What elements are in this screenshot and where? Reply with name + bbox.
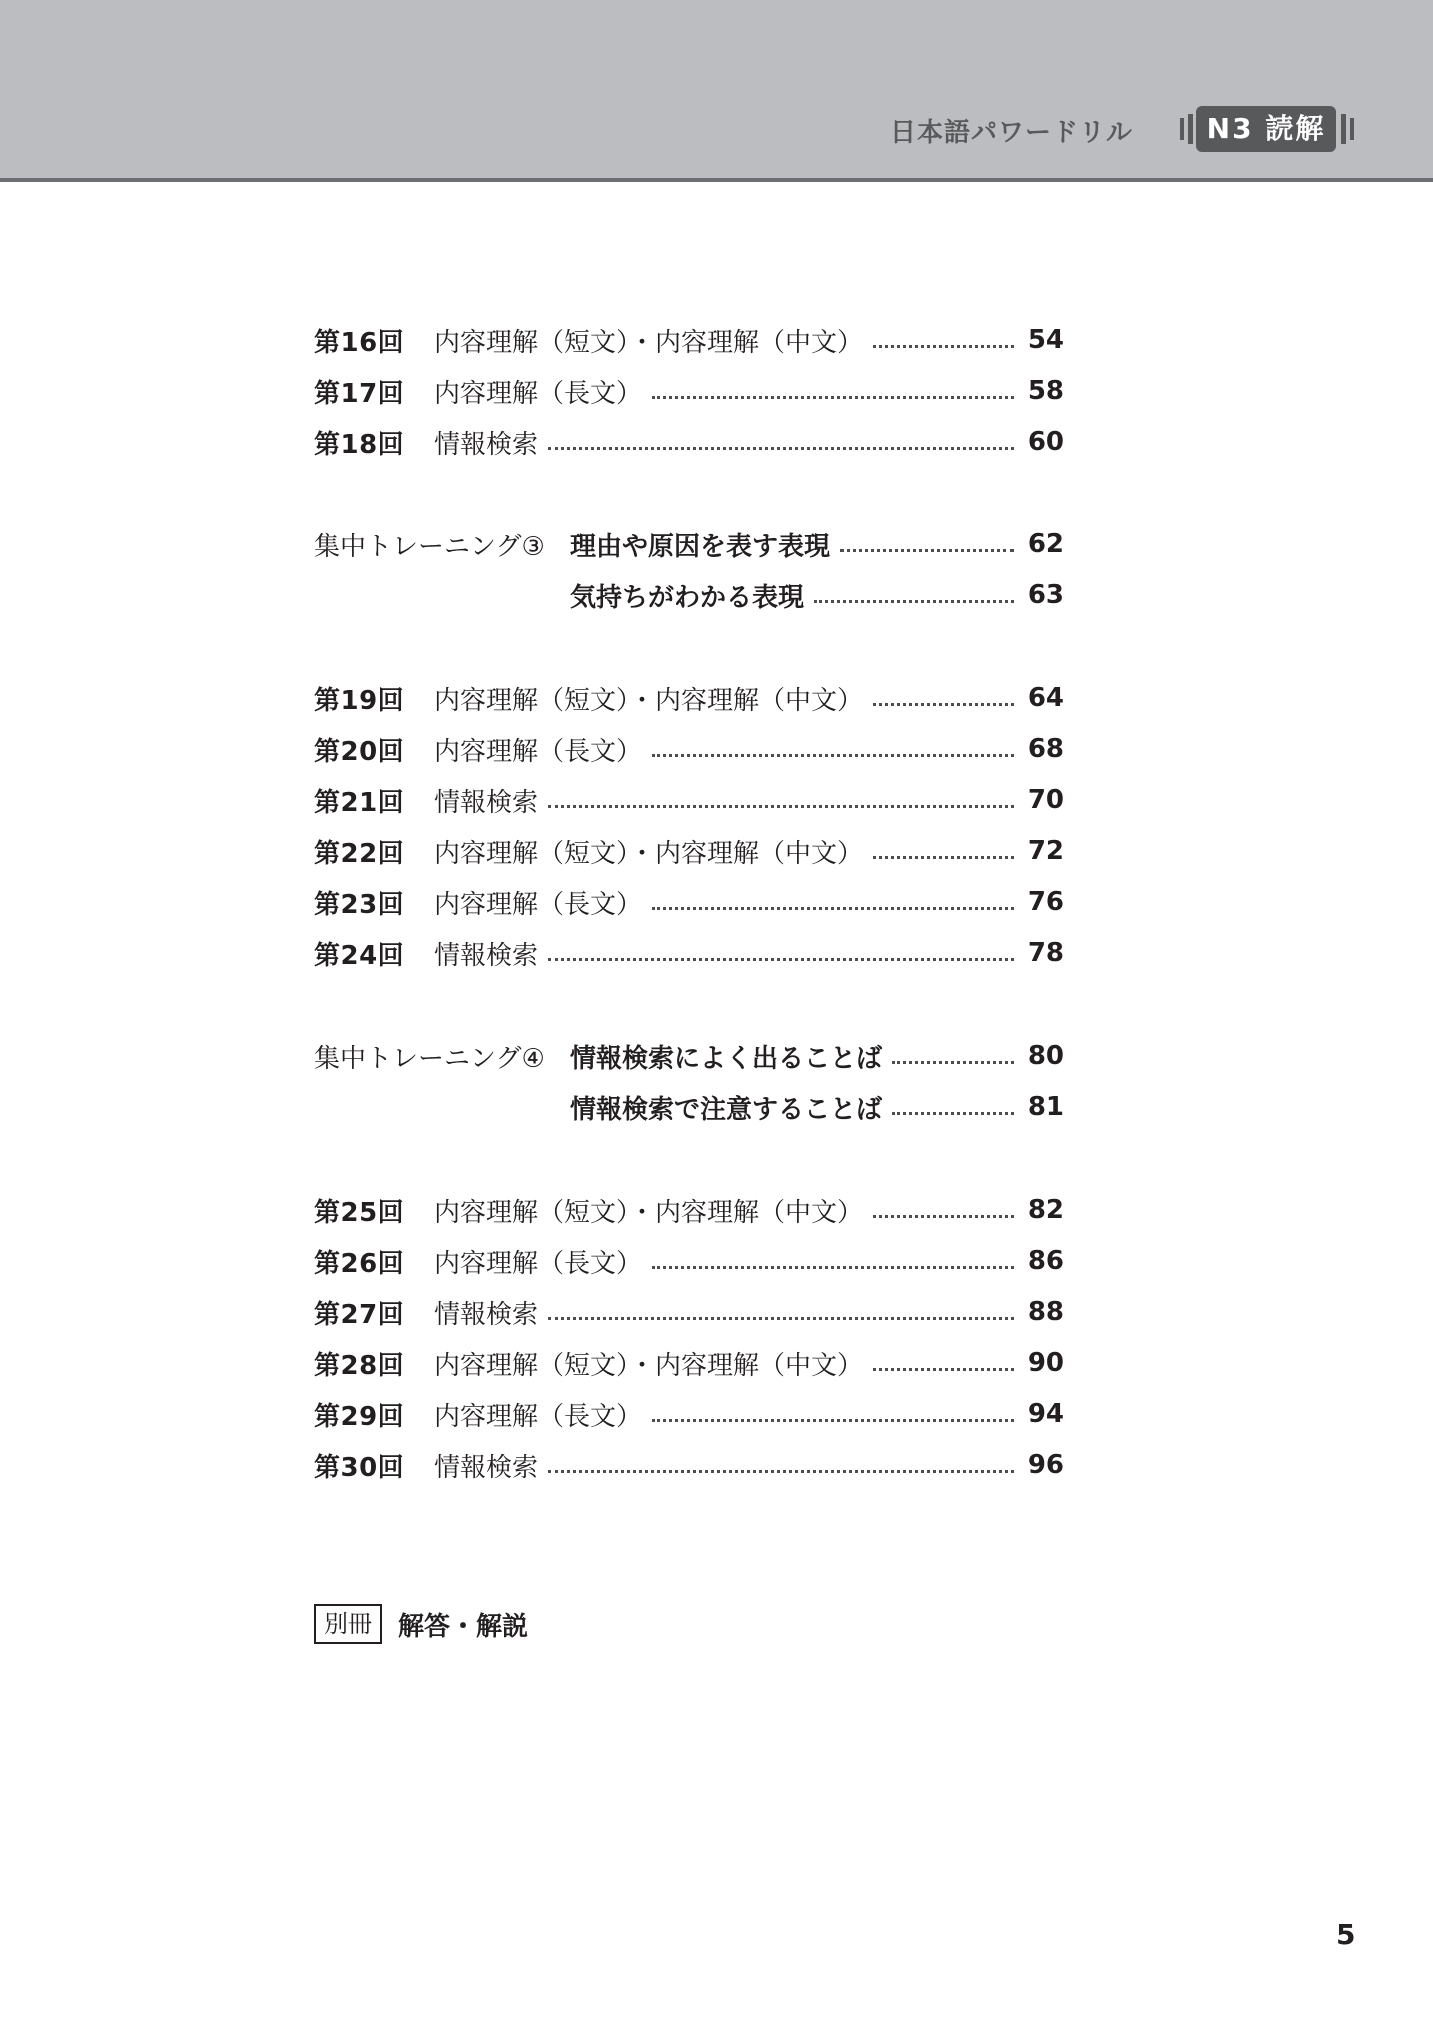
toc-entry[interactable]	[314, 723, 1064, 775]
level-badge: N3 読解	[1196, 106, 1336, 152]
toc-entry[interactable]	[314, 314, 1064, 366]
page-ref: 68	[1027, 734, 1064, 764]
page-ref: 78	[1027, 938, 1064, 968]
page-ref: 94	[1027, 1399, 1064, 1429]
divider-bars-left	[1180, 114, 1193, 144]
entry-title: 理由や原因を表す表現	[570, 531, 831, 562]
dot-leader	[652, 907, 1014, 910]
dot-leader	[814, 600, 1014, 603]
lesson-number: 第27回	[314, 1299, 405, 1330]
lesson-number: 第29回	[314, 1401, 405, 1432]
dot-leader	[548, 805, 1014, 808]
entry-title: 情報検索によく出ることば	[570, 1043, 883, 1074]
entry-title: 内容理解（長文）	[434, 378, 643, 409]
entry-title: 内容理解（長文）	[434, 1248, 643, 1279]
lesson-number: 第20回	[314, 736, 405, 767]
entry-title: 内容理解（長文）	[434, 1401, 643, 1432]
lesson-number: 第24回	[314, 940, 405, 971]
dot-leader	[873, 703, 1014, 706]
page-ref: 54	[1027, 325, 1064, 355]
dot-leader	[892, 1112, 1014, 1115]
toc-entry[interactable]	[314, 365, 1064, 417]
entry-title: 情報検索	[434, 1299, 539, 1330]
entry-title: 内容理解（短文）・内容理解（中文）	[434, 1350, 864, 1381]
dot-leader	[873, 345, 1014, 348]
toc-entry[interactable]	[314, 518, 1064, 570]
toc-entry[interactable]	[314, 1388, 1064, 1440]
divider-bars-right	[1341, 114, 1354, 144]
toc-entry[interactable]	[314, 569, 1064, 621]
page-ref: 90	[1027, 1348, 1064, 1378]
entry-title: 内容理解（短文）・内容理解（中文）	[434, 1197, 864, 1228]
bessatsu-entry[interactable]	[314, 1604, 528, 1644]
lesson-number: 第25回	[314, 1197, 405, 1228]
page-ref: 76	[1027, 887, 1064, 917]
dot-leader	[652, 396, 1014, 399]
dot-leader	[873, 856, 1014, 859]
entry-title: 内容理解（長文）	[434, 736, 643, 767]
toc-entry[interactable]	[314, 927, 1064, 979]
toc-entry[interactable]	[314, 1286, 1064, 1338]
dot-leader	[873, 1368, 1014, 1371]
dot-leader	[652, 754, 1014, 757]
toc-entry[interactable]	[314, 1337, 1064, 1389]
entry-title: 内容理解（長文）	[434, 889, 643, 920]
entry-title: 情報検索で注意することば	[570, 1094, 883, 1125]
page-header	[0, 0, 1433, 182]
toc-entry[interactable]	[314, 672, 1064, 724]
training-label: 集中トレーニング③	[314, 531, 545, 562]
page-ref: 62	[1027, 529, 1064, 559]
page-ref: 60	[1027, 427, 1064, 457]
lesson-number: 第22回	[314, 838, 405, 869]
toc-entry[interactable]	[314, 876, 1064, 928]
toc-entry[interactable]	[314, 825, 1064, 877]
lesson-number: 第28回	[314, 1350, 405, 1381]
lesson-number: 第19回	[314, 685, 405, 716]
lesson-number: 第21回	[314, 787, 405, 818]
dot-leader	[652, 1419, 1014, 1422]
dot-leader	[873, 1215, 1014, 1218]
page-ref: 63	[1027, 580, 1064, 610]
dot-leader	[548, 447, 1014, 450]
lesson-number: 第18回	[314, 429, 405, 460]
dot-leader	[548, 1317, 1014, 1320]
bessatsu-title: 解答・解説	[398, 1611, 529, 1642]
entry-title: 内容理解（短文）・内容理解（中文）	[434, 685, 864, 716]
lesson-number: 第26回	[314, 1248, 405, 1279]
page-ref: 64	[1027, 683, 1064, 713]
dot-leader	[548, 958, 1014, 961]
toc-entry[interactable]	[314, 1184, 1064, 1236]
entry-title: 情報検索	[434, 787, 539, 818]
dot-leader	[548, 1470, 1014, 1473]
lesson-number: 第30回	[314, 1452, 405, 1483]
page-ref: 86	[1027, 1246, 1064, 1276]
page-ref: 82	[1027, 1195, 1064, 1225]
entry-title: 内容理解（短文）・内容理解（中文）	[434, 327, 864, 358]
entry-title: 情報検索	[434, 940, 539, 971]
lesson-number: 第23回	[314, 889, 405, 920]
page-ref: 72	[1027, 836, 1064, 866]
page-ref: 58	[1027, 376, 1064, 406]
lesson-number: 第17回	[314, 378, 405, 409]
series-title: 日本語パワードリル	[889, 118, 1133, 148]
entry-title: 気持ちがわかる表現	[570, 582, 805, 613]
toc-entry[interactable]	[314, 1235, 1064, 1287]
page-ref: 88	[1027, 1297, 1064, 1327]
lesson-number: 第16回	[314, 327, 405, 358]
dot-leader	[652, 1266, 1014, 1269]
toc-entry[interactable]	[314, 774, 1064, 826]
toc-entry[interactable]	[314, 1030, 1064, 1082]
entry-title: 情報検索	[434, 429, 539, 460]
page-ref: 81	[1027, 1092, 1064, 1122]
entry-title: 情報検索	[434, 1452, 539, 1483]
training-label: 集中トレーニング④	[314, 1043, 545, 1074]
toc-entry[interactable]	[314, 1081, 1064, 1133]
page-ref: 80	[1027, 1041, 1064, 1071]
bessatsu-label: 別冊	[314, 1604, 382, 1644]
toc-entry[interactable]	[314, 1439, 1064, 1491]
page-ref: 70	[1027, 785, 1064, 815]
toc-entry[interactable]	[314, 416, 1064, 468]
dot-leader	[892, 1061, 1014, 1064]
page-number: 5	[1336, 1918, 1356, 1951]
page-ref: 96	[1027, 1450, 1064, 1480]
entry-title: 内容理解（短文）・内容理解（中文）	[434, 838, 864, 869]
dot-leader	[840, 549, 1014, 552]
